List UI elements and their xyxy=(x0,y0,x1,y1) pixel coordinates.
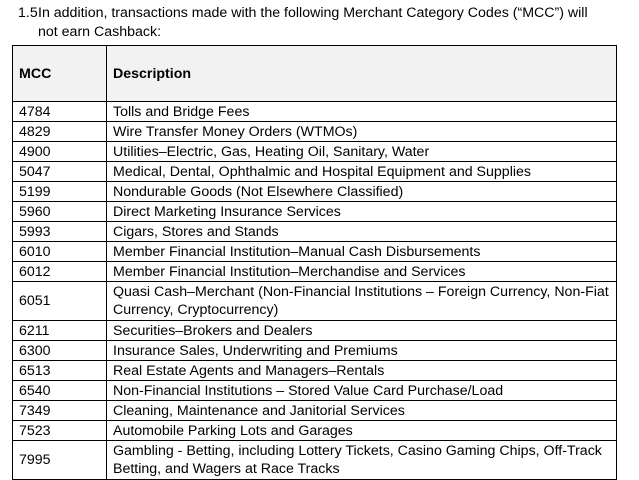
section-number: 1.5 xyxy=(18,5,38,21)
mcc-description: Cleaning, Maintenance and Janitorial Services xyxy=(107,401,617,421)
mcc-code: 5199 xyxy=(13,182,107,202)
table-row xyxy=(13,182,617,202)
mcc-code: 6051 xyxy=(13,282,107,321)
mcc-code: 7523 xyxy=(13,421,107,441)
table-row xyxy=(13,222,617,242)
mcc-description: Insurance Sales, Underwriting and Premiums xyxy=(107,341,617,361)
mcc-code: 6010 xyxy=(13,242,107,262)
mcc-description: Wire Transfer Money Orders (WTMOs) xyxy=(107,122,617,142)
mcc-code: 5993 xyxy=(13,222,107,242)
table-row xyxy=(13,122,617,142)
table-row xyxy=(13,421,617,441)
table-row xyxy=(13,202,617,222)
table-row xyxy=(13,262,617,282)
header-mcc: MCC xyxy=(13,46,107,102)
mcc-description: Utilities–Electric, Gas, Heating Oil, Sanitary, Water xyxy=(107,142,617,162)
mcc-code: 5960 xyxy=(13,202,107,222)
mcc-code: 6513 xyxy=(13,361,107,381)
mcc-code: 7349 xyxy=(13,401,107,421)
mcc-code: 5047 xyxy=(13,162,107,182)
table-row xyxy=(13,162,617,182)
table-row xyxy=(13,102,617,122)
mcc-code: 4900 xyxy=(13,142,107,162)
mcc-description: Cigars, Stores and Stands xyxy=(107,222,617,242)
table-row xyxy=(13,142,617,162)
table-row xyxy=(13,242,617,262)
table-row xyxy=(13,282,617,321)
table-row xyxy=(13,341,617,361)
table-row xyxy=(13,321,617,341)
intro-paragraph xyxy=(18,4,630,42)
table-row xyxy=(13,361,617,381)
mcc-description: Real Estate Agents and Managers–Rentals xyxy=(107,361,617,381)
mcc-code: 6012 xyxy=(13,262,107,282)
mcc-description: Non-Financial Institutions – Stored Value Card Purchase/Load xyxy=(107,381,617,401)
mcc-description: Gambling - Betting, including Lottery Tickets, Casino Gaming Chips, Off-Track Betting, and Wagers at Race Tracks xyxy=(107,441,617,480)
mcc-exclusion-table xyxy=(12,45,617,480)
mcc-description: Nondurable Goods (Not Elsewhere Classified) xyxy=(107,182,617,202)
header-description: Description xyxy=(107,46,617,102)
table-row xyxy=(13,441,617,480)
mcc-code: 7995 xyxy=(13,441,107,480)
mcc-description: Member Financial Institution–Merchandise and Services xyxy=(107,262,617,282)
intro-line-1: In addition, transactions made with the following Merchant Category Codes (“MCC”) will xyxy=(38,5,588,21)
mcc-code: 4784 xyxy=(13,102,107,122)
mcc-description: Quasi Cash–Merchant (Non-Financial Institutions – Foreign Currency, Non-Fiat Currency, Cryptocurrency) xyxy=(107,282,617,321)
mcc-code: 6211 xyxy=(13,321,107,341)
intro-line-2: not earn Cashback: xyxy=(38,24,162,40)
mcc-code: 6300 xyxy=(13,341,107,361)
table-header-row xyxy=(13,46,617,102)
table-row xyxy=(13,381,617,401)
mcc-description: Securities–Brokers and Dealers xyxy=(107,321,617,341)
mcc-description: Direct Marketing Insurance Services xyxy=(107,202,617,222)
mcc-code: 4829 xyxy=(13,122,107,142)
table-row xyxy=(13,401,617,421)
mcc-description: Medical, Dental, Ophthalmic and Hospital Equipment and Supplies xyxy=(107,162,617,182)
mcc-description: Member Financial Institution–Manual Cash Disbursements xyxy=(107,242,617,262)
mcc-description: Automobile Parking Lots and Garages xyxy=(107,421,617,441)
mcc-code: 6540 xyxy=(13,381,107,401)
mcc-description: Tolls and Bridge Fees xyxy=(107,102,617,122)
